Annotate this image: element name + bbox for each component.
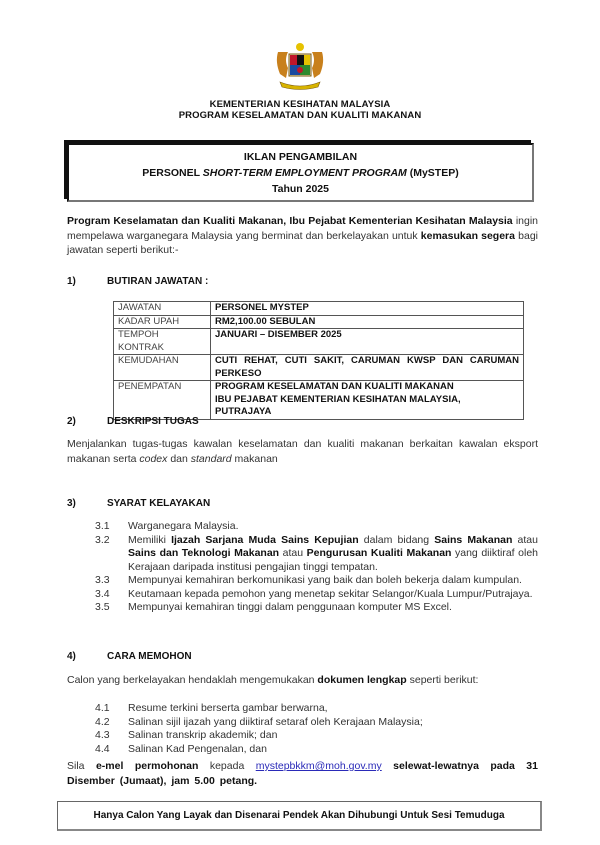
submission-instruction: Sila e-mel permohonan kepada mystepbkkm@moh.gov.my selewat-lewatnya pada 31 Disember (Jumaat), jam 5.00 petang. bbox=[67, 760, 538, 787]
qualification-list bbox=[95, 520, 538, 615]
document-list bbox=[95, 702, 538, 756]
list-item: 3.4 Keutamaan kepada pemohon yang menetap sekitar Selangor/Kuala Lumpur/Putrajaya. bbox=[95, 587, 533, 600]
job-details-table bbox=[113, 301, 524, 420]
row-value: RM2,100.00 SEBULAN bbox=[211, 315, 524, 329]
list-item: 3.5 Mempunyai kemahiran tinggi dalam penggunaan komputer MS Excel. bbox=[95, 601, 452, 613]
ministry-name: KEMENTERIAN KESIHATAN MALAYSIA bbox=[209, 99, 391, 110]
list-item: 3.1 Warganegara Malaysia. bbox=[95, 520, 239, 532]
email-link[interactable]: mystepbkkm@moh.gov.my bbox=[255, 760, 382, 772]
section-1-heading: 1) BUTIRAN JAWATAN : bbox=[67, 276, 209, 287]
row-value: PERSONEL MYSTEP bbox=[211, 302, 524, 316]
table-row bbox=[114, 381, 524, 420]
list-item: 3.3 Mempunyai kemahiran berkomunikasi yang baik dan boleh bekerja dalam kumpulan. bbox=[95, 574, 522, 586]
row-value: PROGRAM KESELAMATAN DAN KUALITI MAKANAN IBU PEJABAT KEMENTERIAN KESIHATAN MALAYSIA, PUTRAJAYA bbox=[211, 381, 524, 420]
section-2-heading: 2) DESKRIPSI TUGAS bbox=[67, 416, 199, 427]
list-item: 4.4 Salinan Kad Pengenalan, dan bbox=[95, 742, 267, 755]
table-row bbox=[114, 355, 524, 381]
title-line2: PERSONEL SHORT-TERM EMPLOYMENT PROGRAM (MySTEP) bbox=[142, 167, 459, 179]
row-key: TEMPOH KONTRAK bbox=[114, 329, 211, 355]
list-item: 3.2 Memiliki Ijazah Sarjana Muda Sains Kepujian dalam bidang Sains Makanan atau Sains dan Teknologi Makanan atau Pengurusan Kualiti Makanan yang diiktiraf oleh Kerajaan daripada institusi pengajian tinggi tempatan. bbox=[95, 533, 538, 573]
row-key: KADAR UPAH bbox=[114, 315, 211, 329]
row-key: PENEMPATAN bbox=[114, 381, 211, 420]
malaysia-coat-of-arms-icon bbox=[272, 40, 328, 92]
row-value: JANUARI – DISEMBER 2025 bbox=[211, 329, 524, 355]
list-item: 4.3 Salinan transkrip akademik; dan bbox=[95, 729, 278, 741]
program-name: PROGRAM KESELAMATAN DAN KUALITI MAKANAN bbox=[178, 110, 422, 121]
application-intro: Calon yang berkelayakan hendaklah mengemukakan dokumen lengkap seperti berikut: bbox=[67, 674, 479, 686]
duty-description: Menjalankan tugas-tugas kawalan keselamatan dan kualiti makanan berkaitan kawalan eksport makanan serta codex dan standard makanan bbox=[67, 438, 538, 465]
section-4-heading: 4) CARA MEMOHON bbox=[67, 651, 192, 662]
table-row bbox=[114, 302, 524, 316]
row-value: CUTI REHAT, CUTI SAKIT, CARUMAN KWSP DAN CARUMAN PERKESO bbox=[211, 355, 524, 381]
intro-paragraph: Program Keselamatan dan Kualiti Makanan, Ibu Pejabat Kementerian Kesihatan Malaysia ingin mempelawa warganegara Malaysia yang berminat dan berkelayakan untuk kemasukan segera bagi jawatan seperti berikut:- bbox=[67, 215, 538, 256]
section-3-heading: 3) SYARAT KELAYAKAN bbox=[67, 498, 211, 509]
title-box bbox=[67, 143, 534, 202]
title-line1: IKLAN PENGAMBILAN bbox=[243, 151, 358, 163]
title-line3: Tahun 2025 bbox=[272, 183, 329, 195]
table-row bbox=[114, 329, 524, 355]
footer-note: Hanya Calon Yang Layak dan Disenarai Pendek Akan Dihubungi Untuk Sesi Temuduga bbox=[57, 801, 542, 831]
row-key: KEMUDAHAN bbox=[114, 355, 211, 381]
list-item: 4.2 Salinan sijil ijazah yang diiktiraf setaraf oleh Kerajaan Malaysia; bbox=[95, 715, 423, 728]
row-key: JAWATAN bbox=[114, 302, 211, 316]
list-item: 4.1 Resume terkini berserta gambar berwarna, bbox=[95, 702, 328, 714]
table-row bbox=[114, 315, 524, 329]
